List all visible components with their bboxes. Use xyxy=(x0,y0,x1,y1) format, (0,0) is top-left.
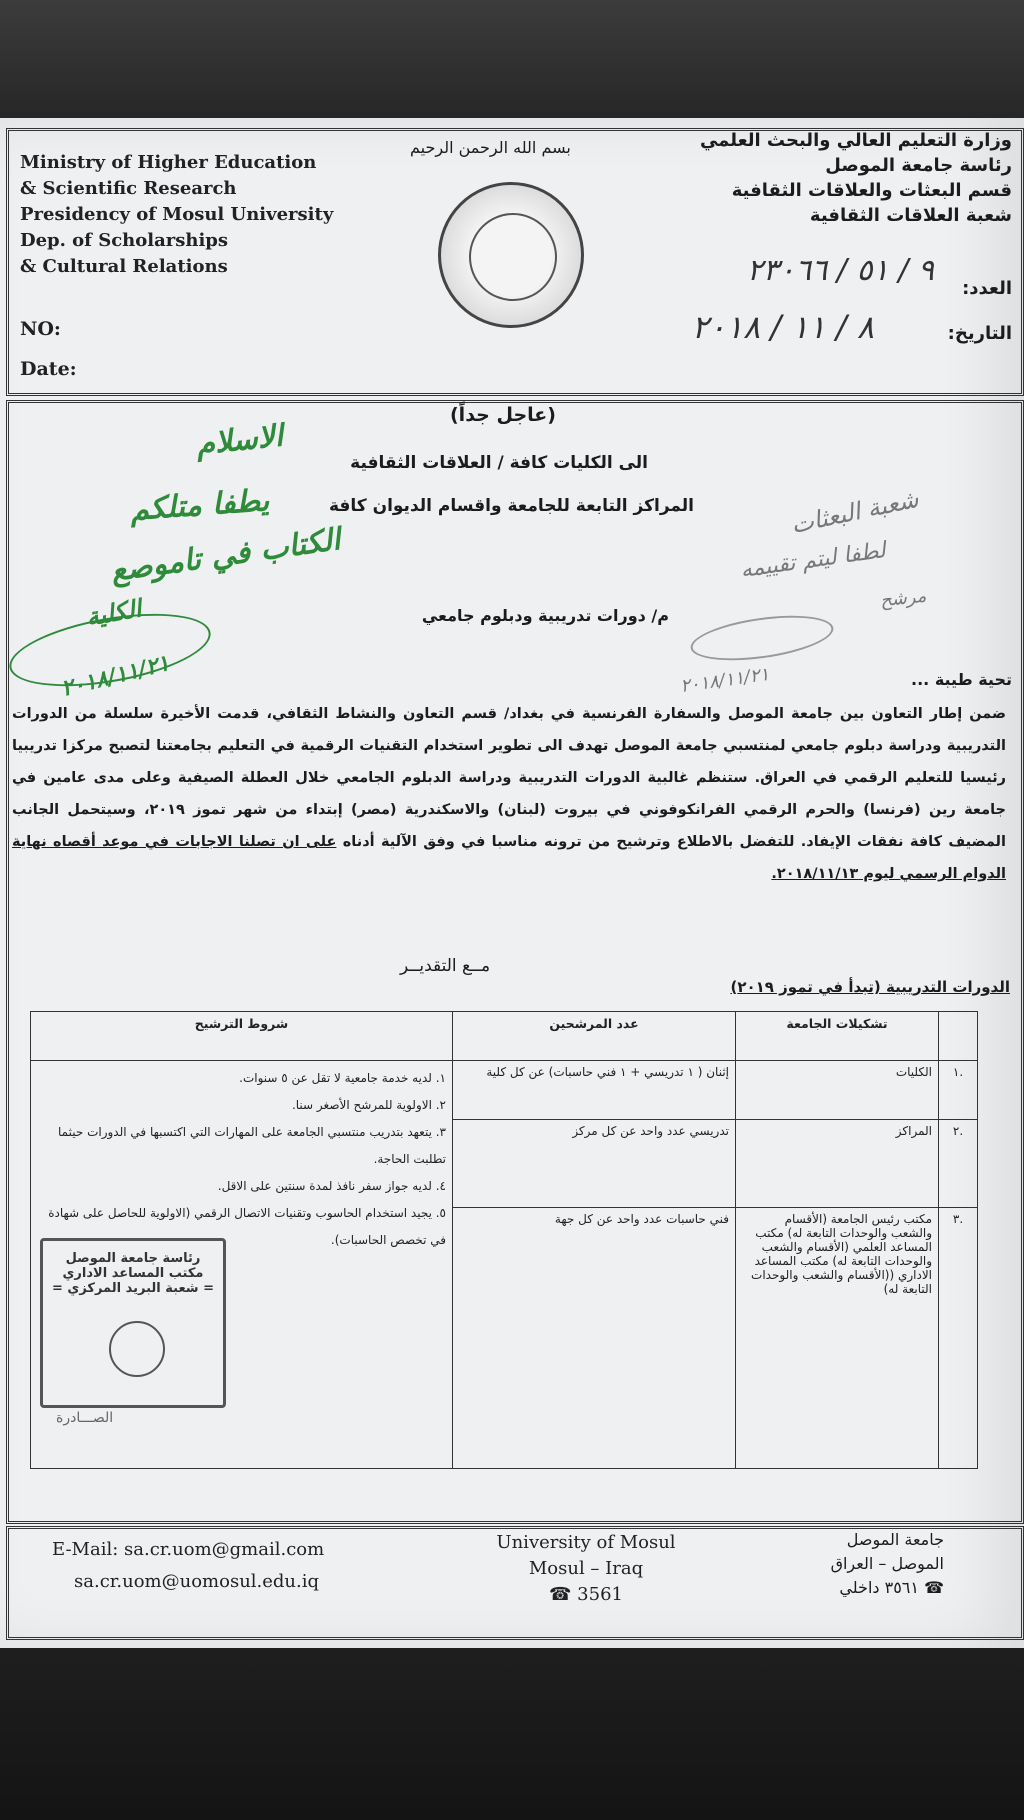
header-ar-line: شعبة العلاقات الثقافية xyxy=(809,205,1012,226)
condition-item: ٣. يتعهد بتدريب منتسبي الجامعة على المهارات التي اكتسبها في الدورات حيثما تطلبت الحاجة. xyxy=(58,1125,446,1166)
condition-item: ٥. يجيد استخدام الحاسوب وتقنيات الاتصال الرقمي (الاولوية للحاصل على شهادة في تخصص الحاسبات). xyxy=(48,1206,446,1247)
document-page xyxy=(0,118,1024,1648)
table-header-row xyxy=(31,1012,978,1061)
footer-address-en xyxy=(486,1530,686,1608)
background-bottom xyxy=(0,1640,1024,1820)
footer-university: University of Mosul xyxy=(496,1532,676,1553)
handwritten-note: لطفا ليتم تقييمه xyxy=(738,537,888,584)
background-top xyxy=(0,0,1024,120)
stamp-line: مكتب المساعد الاداري xyxy=(62,1266,204,1281)
header-en-line: Dep. of Scholarships xyxy=(20,230,229,251)
footer-university-ar: جامعة الموصل xyxy=(846,1530,944,1549)
paragraph-text: ضمن إطار التعاون بين جامعة الموصل والسفارة الفرنسية في بغداد/ قسم التعاون والنشاط الثقافي، قدمت الأخيرة سلسلة من الدورات التدريبية ودراسة دبلوم جامعي لمنتسبي جامعة الموصل تهدف الى تطوير استخدام التقنيات الرقمية في التعليم بجامعتنا لتصبح مركزا تدريبيا رئيسيا للتعليم الرقمي في العراق. ستنظم غالبية الدورات التدريبية ودراسة الدبلوم الجامعي خلال العطلة الصيفية وعلى مدى عامين في جامعة رين (فرنسا) والحرم الرقمي الفرانكوفوني في بيروت (لبنان) والاسكندرية (مصر) إبتداء من شهر تموز ٢٠١٩، وسيتحمل الجانب المضيف كافة نفقات الإيفاد. للتفضل بالاطلاع وترشيح من ترونه مناسبا في وفق الآلية أدناه xyxy=(12,706,1006,850)
table-row xyxy=(31,1061,978,1120)
header-en-line: Presidency of Mosul University xyxy=(20,204,334,225)
handwritten-note: شعبة البعثات xyxy=(788,484,921,540)
header-en-line: Ministry of Higher Education xyxy=(20,152,317,173)
basmala: بسم الله الرحمن الرحيم xyxy=(410,138,571,157)
conditions-list xyxy=(37,1065,446,1254)
footer-city: Mosul – Iraq xyxy=(528,1558,644,1579)
handwritten-note: الكتاب في تاموصع xyxy=(108,522,343,589)
header-arabic xyxy=(700,128,1012,228)
regards: مــع التقديــر xyxy=(400,956,491,976)
handwritten-note: مرشح xyxy=(879,585,928,612)
email-label: E-Mail: xyxy=(52,1539,119,1560)
date-label-ar: التاريخ: xyxy=(947,323,1012,344)
email-primary: sa.cr.uom@gmail.com xyxy=(124,1539,325,1560)
email-secondary: sa.cr.uom@uomosul.edu.iq xyxy=(74,1571,320,1592)
stamp-line: رئاسة جامعة الموصل xyxy=(65,1251,201,1266)
row-number: .٢ xyxy=(939,1119,978,1207)
footer-address-ar xyxy=(831,1528,944,1600)
recipient-line-1: الى الكليات كافة / العلاقات الثقافية xyxy=(350,453,648,473)
number-label-ar: العدد: xyxy=(962,278,1012,299)
footer-phone: ☎ 3561 xyxy=(549,1584,623,1605)
subject-line: م/ دورات تدريبية ودبلوم جامعي xyxy=(421,606,669,625)
header-ar-line: قسم البعثات والعلاقات الثقافية xyxy=(731,180,1012,201)
courses-title: الدورات التدريبية (تبدأ في تموز ٢٠١٩) xyxy=(730,978,1010,996)
handwritten-note: ٢٠١٨/١١/٢١ xyxy=(58,650,173,702)
row-formation: مكتب رئيس الجامعة (الأقسام والشعب والوحدات التابعة له) مكتب المساعد العلمي (الأقسام والشعب والوحدات التابعة له) مكتب المساعد الاداري ((الأقسام والشعب والوحدات التابعة له) xyxy=(736,1208,939,1469)
row-formation: الكليات xyxy=(736,1061,939,1120)
paragraph-deadline: على ان تصلنا الاجابات في موعد أقصاه نهاية الدوام الرسمي ليوم ٢٠١٨/١١/١٣. xyxy=(12,834,1006,882)
stamp-line: = شعبة البريد المركزي = xyxy=(51,1281,215,1296)
header-ar-line: وزارة التعليم العالي والبحث العلمي xyxy=(699,130,1012,151)
row-count: تدريسي عدد واحد عن كل مركز xyxy=(453,1119,736,1207)
row-count: فني حاسبات عدد واحد عن كل جهة xyxy=(453,1208,736,1469)
header-english xyxy=(20,150,333,280)
footer-contact xyxy=(52,1534,324,1598)
condition-item: ٢. الاولوية للمرشح الأصغر سنا. xyxy=(291,1098,446,1112)
header-en-line: & Scientific Research xyxy=(20,178,237,199)
table-header: عدد المرشحين xyxy=(453,1012,736,1061)
stamp-emblem-icon xyxy=(109,1321,165,1377)
no-label: NO: xyxy=(20,318,61,340)
document-number: ٩ / ٥١ / ٢٣٠٦٦ xyxy=(746,253,934,288)
table-header: تشكيلات الجامعة xyxy=(736,1012,939,1061)
handwritten-note: الكلية xyxy=(83,593,144,632)
table-header: شروط الترشيح xyxy=(31,1012,453,1061)
stamp-outgoing: الصـــادرة xyxy=(56,1410,114,1426)
row-count: إثنان ( ١ تدريسي + ١ فني حاسبات) عن كل كلية xyxy=(453,1061,736,1120)
footer-city-ar: الموصل – العراق xyxy=(830,1554,944,1573)
table-header xyxy=(939,1012,978,1061)
body-paragraph xyxy=(12,698,1006,890)
university-seal-icon xyxy=(438,182,584,328)
header-en-line: & Cultural Relations xyxy=(20,256,228,277)
handwritten-note: يطفا متلكم xyxy=(128,483,271,528)
row-number: .٣ xyxy=(939,1208,978,1469)
greeting: تحية طيبة ... xyxy=(911,670,1012,689)
document-date: ٨ / ١١ / ٢٠١٨ xyxy=(691,308,874,346)
recipient-line-2: المراكز التابعة للجامعة واقسام الديوان كافة xyxy=(328,496,694,516)
date-label: Date: xyxy=(20,358,77,380)
row-number: .١ xyxy=(939,1061,978,1120)
condition-item: ٤. لديه جواز سفر نافذ لمدة سنتين على الاقل. xyxy=(217,1179,446,1193)
handwritten-note: الاسلام xyxy=(194,418,285,463)
row-formation: المراكز xyxy=(736,1119,939,1207)
header-ar-line: رئاسة جامعة الموصل xyxy=(825,155,1012,176)
urgent-label: (عاجل جداً) xyxy=(450,404,556,426)
footer-phone-ar: ☎ ٣٥٦١ داخلي xyxy=(839,1578,944,1597)
office-stamp xyxy=(40,1238,226,1408)
handwritten-note: ٢٠١٨/١١/٢١ xyxy=(678,663,771,698)
condition-item: ١. لديه خدمة جامعية لا تقل عن ٥ سنوات. xyxy=(239,1071,446,1085)
